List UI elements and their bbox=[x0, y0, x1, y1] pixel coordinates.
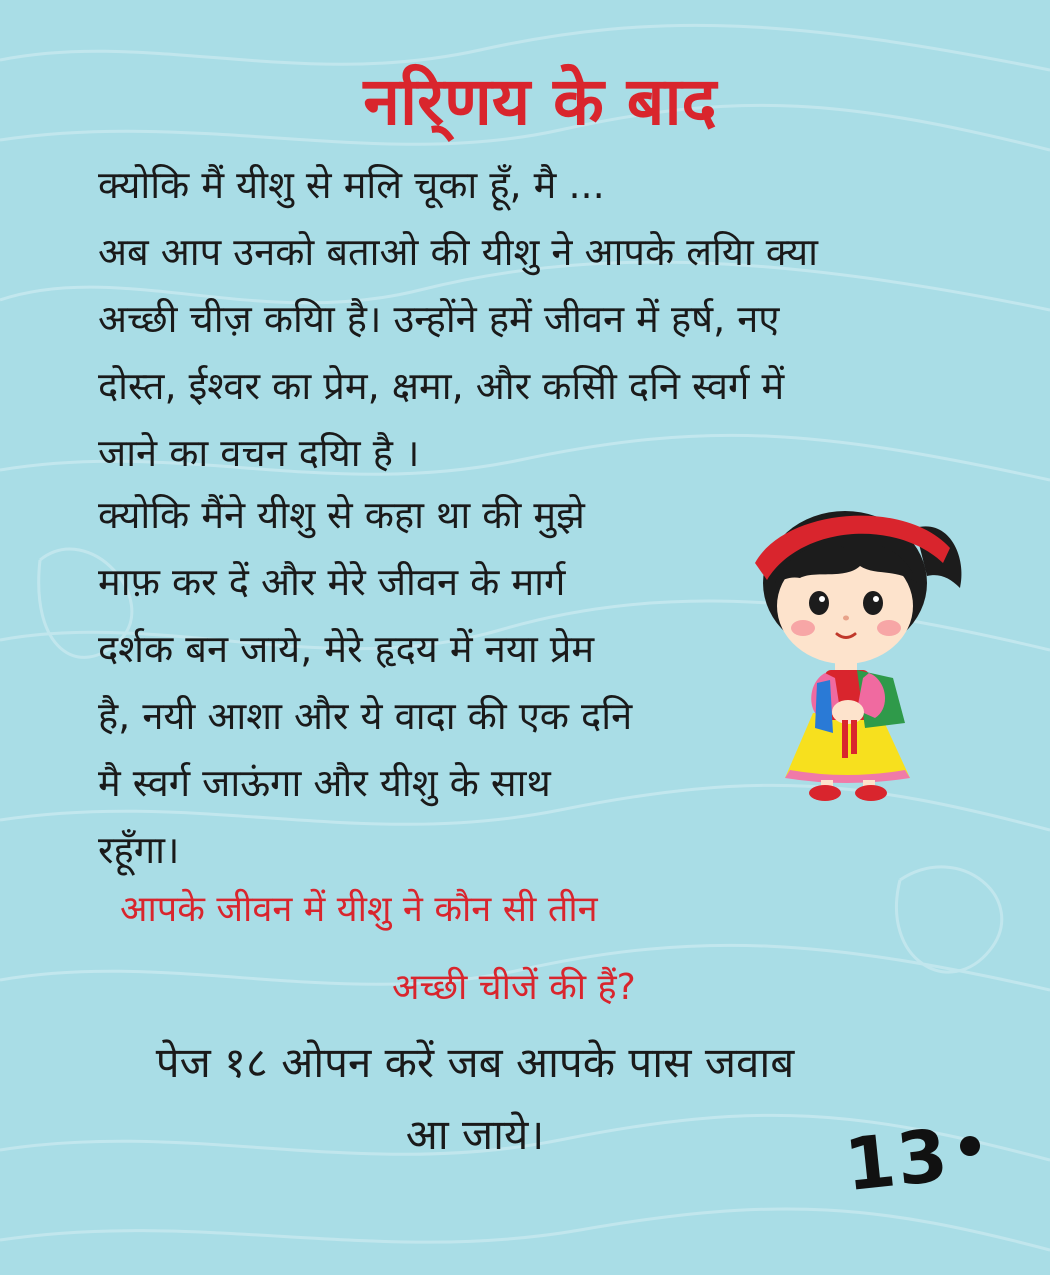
paragraph-2-line: माफ़ कर दें और मेरे जीवन के मार्ग bbox=[98, 560, 566, 604]
question-line-2: अच्छी चीजें की हैं? bbox=[392, 967, 636, 1008]
girl-with-red-headband-icon bbox=[745, 488, 970, 803]
paragraph-2-line: रहूँगा। bbox=[98, 828, 180, 872]
paragraph-2-line: दर्शक बन जाये, मेरे हृदय में नया प्रेम bbox=[98, 627, 595, 671]
page-number-dot bbox=[960, 1136, 980, 1156]
paragraph-2 bbox=[98, 482, 632, 884]
paragraph-1-line: अच्छी चीज़ कयिा है। उन्होंने हमें जीवन में हर्ष, नए bbox=[98, 297, 780, 341]
question-line-1: आपके जीवन में यीशु ने कौन सी तीन bbox=[120, 889, 598, 930]
paragraph-2-line: है, नयी आशा और ये वादा की एक दनि bbox=[98, 694, 633, 738]
paragraph-2-line: मै स्वर्ग जाऊंगा और यीशु के साथ bbox=[98, 761, 551, 805]
page-title: नरि्णय के बाद bbox=[363, 63, 717, 140]
instruction-line-1: पेज १८ ओपन करें जब आपके पास जवाब bbox=[155, 1038, 795, 1087]
page-number: 13 bbox=[840, 1112, 954, 1208]
instruction-line-2: आ जाये। bbox=[405, 1110, 545, 1159]
paragraph-1-line: क्योकि मैं यीशु से मलि चूका हूँ, मै ... bbox=[98, 163, 605, 207]
paragraph-2-line: क्योकि मैंने यीशु से कहा था की मुझे bbox=[98, 493, 585, 537]
paragraph-1-line: जाने का वचन दयिा है । bbox=[98, 431, 420, 475]
paragraph-1-line: दोस्त, ईश्वर का प्रेम, क्षमा, और कसिी दनि स्वर्ग में bbox=[98, 364, 785, 408]
paragraph-1 bbox=[98, 152, 818, 487]
paragraph-1-line: अब आप उनको बताओ की यीशु ने आपके लयिा क्या bbox=[98, 230, 819, 274]
